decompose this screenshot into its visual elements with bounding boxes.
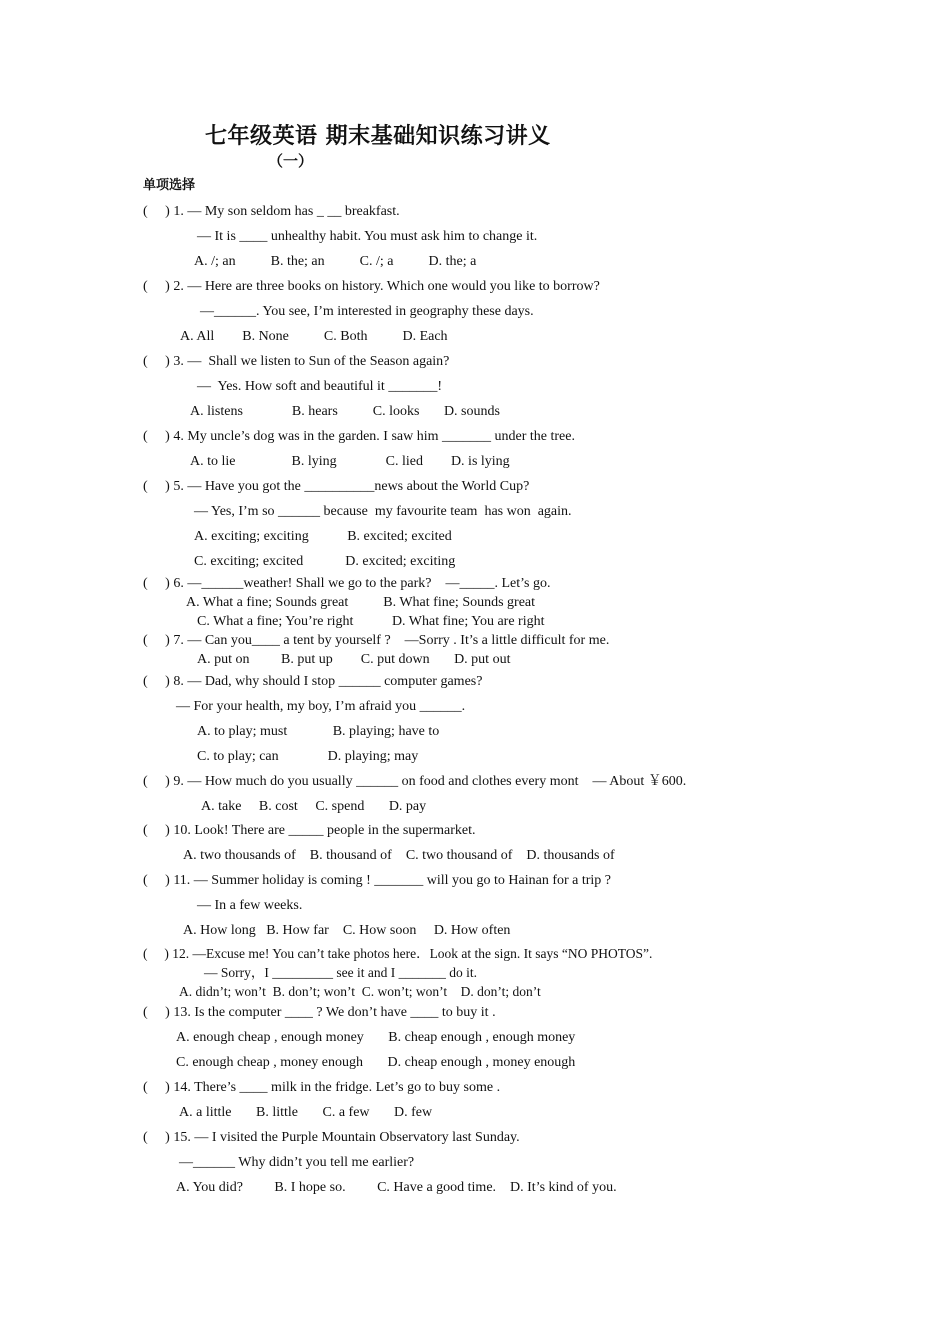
question-1-stem: ( ) 1. — My son seldom has _ __ breakfast. (143, 204, 400, 219)
question-12-options: A. didn’t; won’t B. don’t; won’t C. won’t; won’t D. don’t; don’t (179, 984, 541, 999)
question-6-options-ab: A. What a fine; Sounds great B. What fine; Sounds great (186, 595, 536, 610)
question-11-stem: ( ) 11. — Summer holiday is coming ! _______ will you go to Hainan for a trip ? (143, 873, 612, 888)
question-6-stem: ( ) 6. —______weather! Shall we go to the park? —_____. Let’s go. (143, 576, 551, 591)
question-3-reply: — Yes. How soft and beautiful it _______! (197, 379, 442, 394)
page-title: 七年级英语 期末基础知识练习讲义 (205, 124, 551, 149)
question-15-stem: ( ) 15. — I visited the Purple Mountain Observatory last Sunday. (143, 1130, 520, 1145)
question-2-stem: ( ) 2. — Here are three books on history. Which one would you like to borrow? (143, 279, 600, 294)
question-9-stem: ( ) 9. — How much do you usually ______ on food and clothes every mont — About ￥600. (143, 774, 687, 789)
question-1-options: A. /; an B. the; an C. /; a D. the; a (194, 254, 477, 269)
question-8-stem: ( ) 8. — Dad, why should I stop ______ computer games? (143, 674, 483, 689)
question-12-reply: — Sorry，I _________ see it and I _______ do it. (204, 965, 477, 980)
question-10-options: A. two thousands of B. thousand of C. two thousand of D. thousands of (183, 848, 615, 863)
page-subtitle: （一） (268, 152, 314, 170)
question-8-options-ab: A. to play; must B. playing; have to (197, 724, 440, 739)
question-5-reply: — Yes, I’m so ______ because my favourite team has won again. (194, 504, 572, 519)
question-9-options: A. take B. cost C. spend D. pay (201, 799, 427, 814)
question-12-stem: ( ) 12. —Excuse me! You can’t take photos here．Look at the sign. It says “NO PHOTOS”. (143, 946, 653, 961)
question-5-options-ab: A. exciting; exciting B. excited; excited (194, 529, 452, 544)
question-5-options-cd: C. exciting; excited D. excited; exciting (194, 554, 456, 569)
question-11-options: A. How long B. How far C. How soon D. How often (183, 923, 511, 938)
question-13-options-ab: A. enough cheap , enough money B. cheap enough , enough money (176, 1030, 576, 1045)
question-15-reply: —______ Why didn’t you tell me earlier? (179, 1155, 415, 1170)
question-14-stem: ( ) 14. There’s ____ milk in the fridge. Let’s go to buy some . (143, 1080, 501, 1095)
question-2-reply: —______. You see, I’m interested in geography these days. (200, 304, 534, 319)
question-14-options: A. a little B. little C. a few D. few (179, 1105, 433, 1120)
question-3-stem: ( ) 3. — Shall we listen to Sun of the Season again? (143, 354, 450, 369)
question-13-options-cd: C. enough cheap , money enough D. cheap enough , money enough (176, 1055, 576, 1070)
question-7-stem: ( ) 7. — Can you____ a tent by yourself ? —Sorry . It’s a little difficult for me. (143, 633, 610, 648)
question-10-stem: ( ) 10. Look! There are _____ people in the supermarket. (143, 823, 476, 838)
question-5-stem: ( ) 5. — Have you got the __________news about the World Cup? (143, 479, 530, 494)
question-3-options: A. listens B. hears C. looks D. sounds (190, 404, 500, 419)
question-15-options: A. You did? B. I hope so. C. Have a good time. D. It’s kind of you. (176, 1180, 617, 1195)
question-8-options-cd: C. to play; can D. playing; may (197, 749, 419, 764)
question-8-reply: — For your health, my boy, I’m afraid you ______. (176, 699, 466, 714)
question-6-options-cd: C. What a fine; You’re right D. What fine; You are right (197, 614, 545, 629)
question-4-stem: ( ) 4. My uncle’s dog was in the garden. I saw him _______ under the tree. (143, 429, 575, 444)
question-2-options: A. All B. None C. Both D. Each (180, 329, 448, 344)
question-4-options: A. to lie B. lying C. lied D. is lying (190, 454, 510, 469)
section-heading: 单项选择 (143, 178, 196, 193)
question-11-reply: — In a few weeks. (197, 898, 303, 913)
question-13-stem: ( ) 13. Is the computer ____ ? We don’t have ____ to buy it . (143, 1005, 496, 1020)
question-7-options: A. put on B. put up C. put down D. put out (197, 652, 511, 667)
question-1-reply: — It is ____ unhealthy habit. You must ask him to change it. (197, 229, 538, 244)
